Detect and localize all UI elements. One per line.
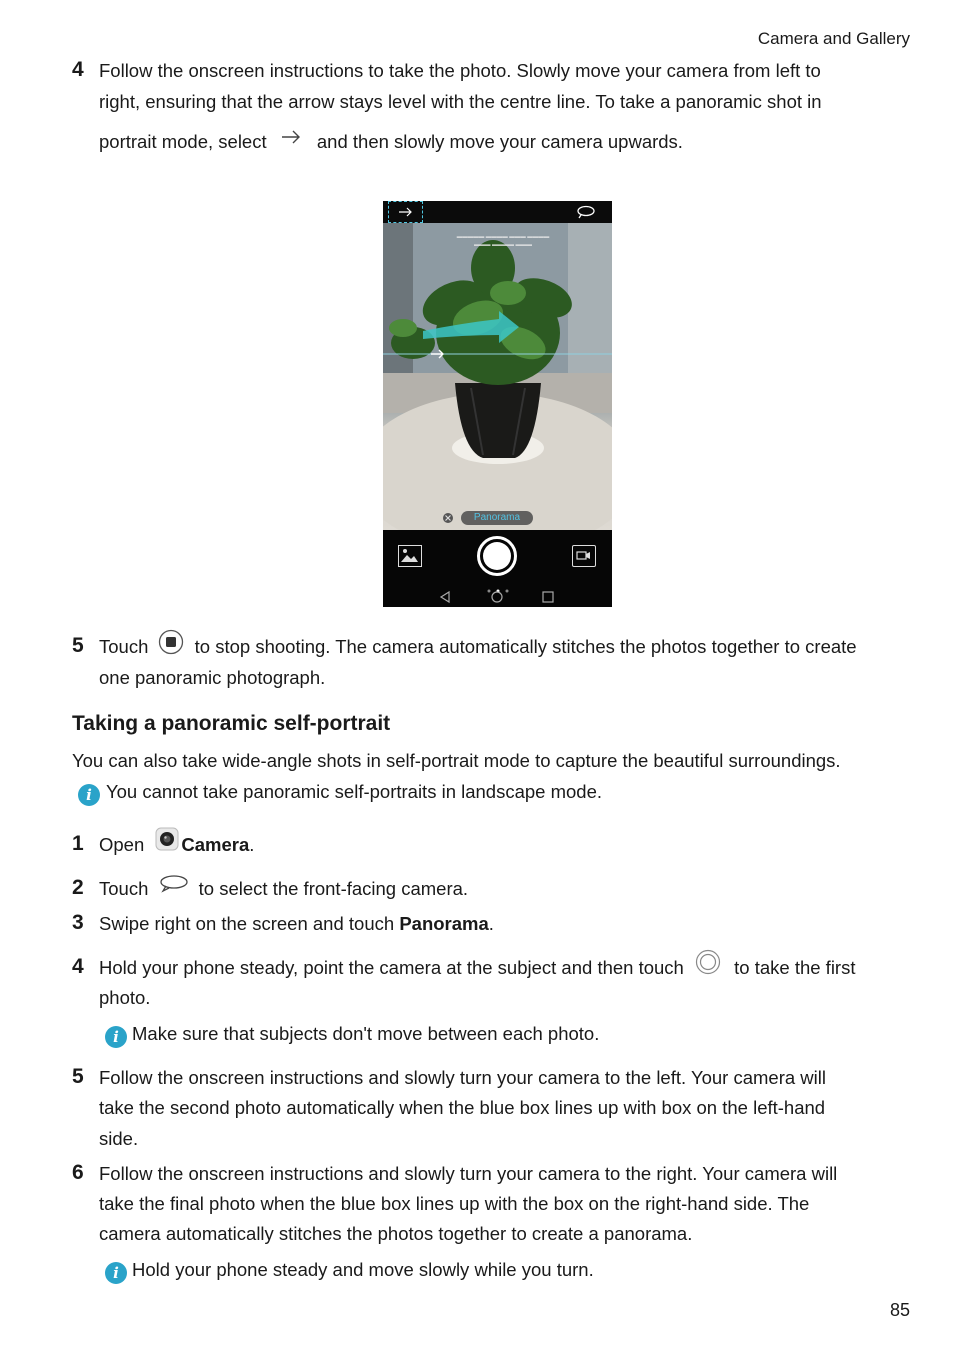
- step-6-line-1: Follow the onscreen instructions and slowly turn your camera to the right. Your camera will: [99, 1163, 838, 1184]
- camera-bottom-bar: [383, 530, 612, 607]
- running-header: Camera and Gallery: [757, 29, 910, 48]
- step-number: 3: [72, 911, 84, 934]
- step-5-line-1: Follow the onscreen instructions and slowly turn your camera to the left. Your camera will: [99, 1067, 826, 1088]
- panorama-mode-label: Panorama: [473, 512, 521, 523]
- step-4-line-3: portrait mode, select and then slowly move your camera upwards.: [99, 126, 683, 157]
- page-number: 85: [889, 1300, 910, 1320]
- section-intro: You can also take wide-angle shots in self-portrait mode to capture the beautiful surroundings.: [72, 750, 841, 771]
- step-number: 5: [72, 634, 84, 657]
- direction-select-icon: [388, 201, 423, 223]
- switch-camera-icon: [576, 205, 596, 219]
- mode-page-dots: [487, 580, 509, 584]
- info-note-icon: [105, 1262, 127, 1284]
- step-4-line-2: right, ensuring that the arrow stays level with the centre line. To take a panoramic shot in: [99, 91, 822, 112]
- note-landscape: You cannot take panoramic self-portraits in landscape mode.: [106, 781, 603, 802]
- camera-top-bar: [383, 201, 612, 223]
- note-subjects: Make sure that subjects don't move between each photo.: [132, 1023, 600, 1044]
- step-4-line-1: Follow the onscreen instructions to take the photo. Slowly move your camera from left to: [99, 60, 821, 81]
- step-4-line-2: photo.: [99, 987, 151, 1008]
- section-heading: Taking a panoramic self-portrait: [72, 712, 391, 735]
- step-5-line-1: Touch to stop shooting. The camera automatically stitches the photos together to create: [99, 631, 857, 662]
- gallery-thumbnail-icon: [398, 545, 422, 567]
- step-2-text: Touch to select the front-facing camera.: [99, 873, 468, 904]
- android-nav-bar: [383, 588, 612, 606]
- note-steady: Hold your phone steady and move slowly while you turn.: [132, 1259, 594, 1280]
- svg-text:▬▬▬ ▬▬▬▬ ▬▬▬: ▬▬▬ ▬▬▬▬ ▬▬▬: [473, 242, 533, 248]
- record-video-icon: [572, 545, 596, 567]
- step-number: 2: [72, 876, 84, 899]
- step-number: 6: [72, 1161, 84, 1184]
- switch-camera-icon: [158, 872, 190, 892]
- step-number: 5: [72, 1065, 84, 1088]
- camera-app-icon: [155, 827, 179, 851]
- shutter-icon: [695, 949, 721, 975]
- step-5-line-2: take the second photo automatically when the blue box lines up with box on the left-hand: [99, 1097, 826, 1118]
- step-number: 4: [72, 58, 84, 81]
- step-number: 4: [72, 955, 84, 978]
- info-note-icon: [105, 1026, 127, 1048]
- step-5-line-3: side.: [99, 1128, 139, 1149]
- step-6-line-3: camera automatically stitches the photos together to create a panorama.: [99, 1223, 693, 1244]
- step-6-line-2: take the final photo when the blue box lines up with the box on the right-hand side. The: [99, 1193, 810, 1214]
- step-3-text: Swipe right on the screen and touch Panorama.: [99, 913, 494, 934]
- arrow-right-icon: [272, 125, 312, 145]
- info-note-icon: [78, 784, 100, 806]
- step-1-text: Open Camera.: [99, 829, 254, 860]
- camera-viewfinder: [383, 223, 612, 530]
- svg-text:▬▬▬▬▬ ▬▬▬▬ ▬▬▬ ▬▬▬▬: ▬▬▬▬▬ ▬▬▬▬ ▬▬▬ ▬▬▬▬: [456, 234, 550, 240]
- shutter-button: [477, 536, 517, 576]
- step-number: 1: [72, 832, 84, 855]
- step-4-line-1: Hold your phone steady, point the camera at the subject and then touch to take the first: [99, 952, 855, 983]
- step-5-line-2: one panoramic photograph.: [99, 667, 326, 688]
- panorama-screenshot: [383, 201, 612, 607]
- stop-recording-icon: [158, 629, 184, 655]
